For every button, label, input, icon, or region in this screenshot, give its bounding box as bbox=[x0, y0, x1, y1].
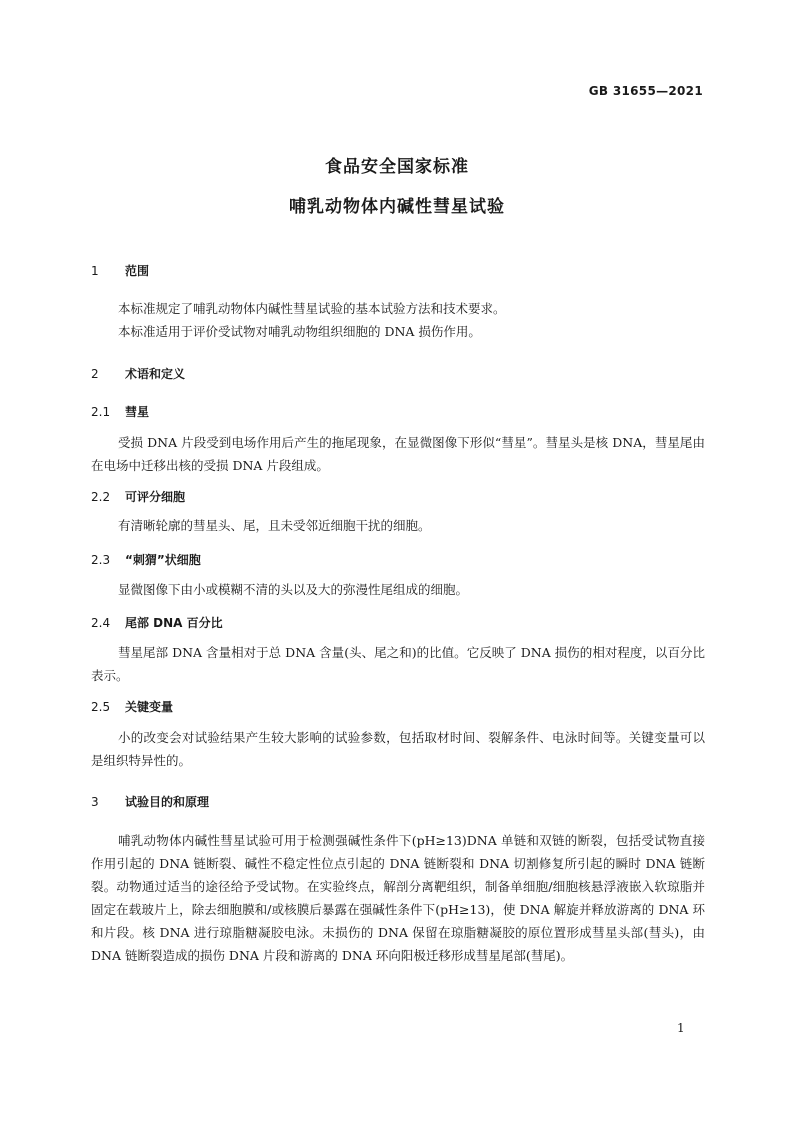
standard-code: GB 31655—2021 bbox=[588, 84, 703, 98]
paragraph: 本标准规定了哺乳动物体内碱性彗星试验的基本试验方法和技术要求。 bbox=[118, 301, 506, 316]
section-title: 关键变量 bbox=[125, 700, 174, 714]
section-number: 3 bbox=[91, 795, 99, 809]
paragraph: 本标准适用于评价受试物对哺乳动物组织细胞的 DNA 损伤作用。 bbox=[118, 324, 481, 339]
section-heading-2-2 bbox=[91, 488, 185, 505]
section-number: 2.2 bbox=[91, 490, 111, 504]
section-title: 可评分细胞 bbox=[125, 490, 186, 504]
paragraph: 彗星尾部 DNA 含量相对于总 DNA 含量(头、尾之和)的比值。它反映了 DNA 损伤的相对程度，以百分比表示。 bbox=[91, 645, 705, 683]
paragraph: 小的改变会对试验结果产生较大影响的试验参数，包括取材时间、裂解条件、电泳时间等。关键变量可以是组织特异性的。 bbox=[91, 730, 705, 768]
section-number: 2 bbox=[91, 367, 99, 381]
paragraph: 受损 DNA 片段受到电场作用后产生的拖尾现象，在显微图像下形似“彗星”。彗星头是核 DNA，彗星尾由在电场中迁移出核的受损 DNA 片段组成。 bbox=[91, 435, 705, 473]
section-title: 尾部 DNA 百分比 bbox=[125, 616, 223, 630]
section-heading-2-5 bbox=[91, 698, 173, 715]
document-title: 食品安全国家标准 bbox=[325, 157, 469, 177]
section-title: 范围 bbox=[125, 264, 150, 278]
section-number: 2.5 bbox=[91, 700, 111, 714]
paragraph: 显微图像下由小或模糊不清的头以及大的弥漫性尾组成的细胞。 bbox=[118, 582, 469, 597]
section-heading-2-4 bbox=[91, 614, 223, 631]
section-heading-2-3 bbox=[91, 551, 201, 568]
section-number: 2.3 bbox=[91, 553, 111, 567]
section-heading-2-1 bbox=[91, 403, 149, 420]
document-subtitle: 哺乳动物体内碱性彗星试验 bbox=[289, 197, 505, 217]
section-heading-3 bbox=[91, 793, 209, 810]
section-number: 2.4 bbox=[91, 616, 111, 630]
section-number: 2.1 bbox=[91, 405, 111, 419]
section-title: 试验目的和原理 bbox=[125, 795, 210, 809]
section-title: 彗星 bbox=[125, 405, 150, 419]
section-heading-2 bbox=[91, 365, 185, 382]
section-heading-1 bbox=[91, 262, 149, 279]
section-title: “刺猬”状细胞 bbox=[125, 553, 201, 567]
paragraph: 有清晰轮廓的彗星头、尾，且未受邻近细胞干扰的细胞。 bbox=[118, 518, 431, 533]
paragraph: 哺乳动物体内碱性彗星试验可用于检测强碱性条件下(pH≥13)DNA 单链和双链的断裂，包括受试物直接作用引起的 DNA 链断裂、碱性不稳定性位点引起的 DNA 链断裂和 DNA 切割修复所引起的瞬时 DNA 链断裂。动物通过适当的途径给予受试物。在实验终点，解剖分离靶组织，制备单细胞/细胞核悬浮液嵌入软琼脂并固定在载玻片上，除去细胞膜和/或核膜后暴露在强碱性条件下(pH≥13)，使 DNA 解旋并释放游离的 DNA 环和片段。核 DNA 进行琼脂糖凝胶电泳。未损伤的 DNA 保留在琼脂糖凝胶的原位置形成彗星头部(彗头)，由 DNA 链断裂造成的损伤 DNA 片段和游离的 DNA 环向阳极迁移形成彗星尾部(彗尾)。 bbox=[91, 833, 705, 963]
section-title: 术语和定义 bbox=[125, 367, 186, 381]
page-number: 1 bbox=[677, 1021, 685, 1035]
section-number: 1 bbox=[91, 264, 99, 278]
